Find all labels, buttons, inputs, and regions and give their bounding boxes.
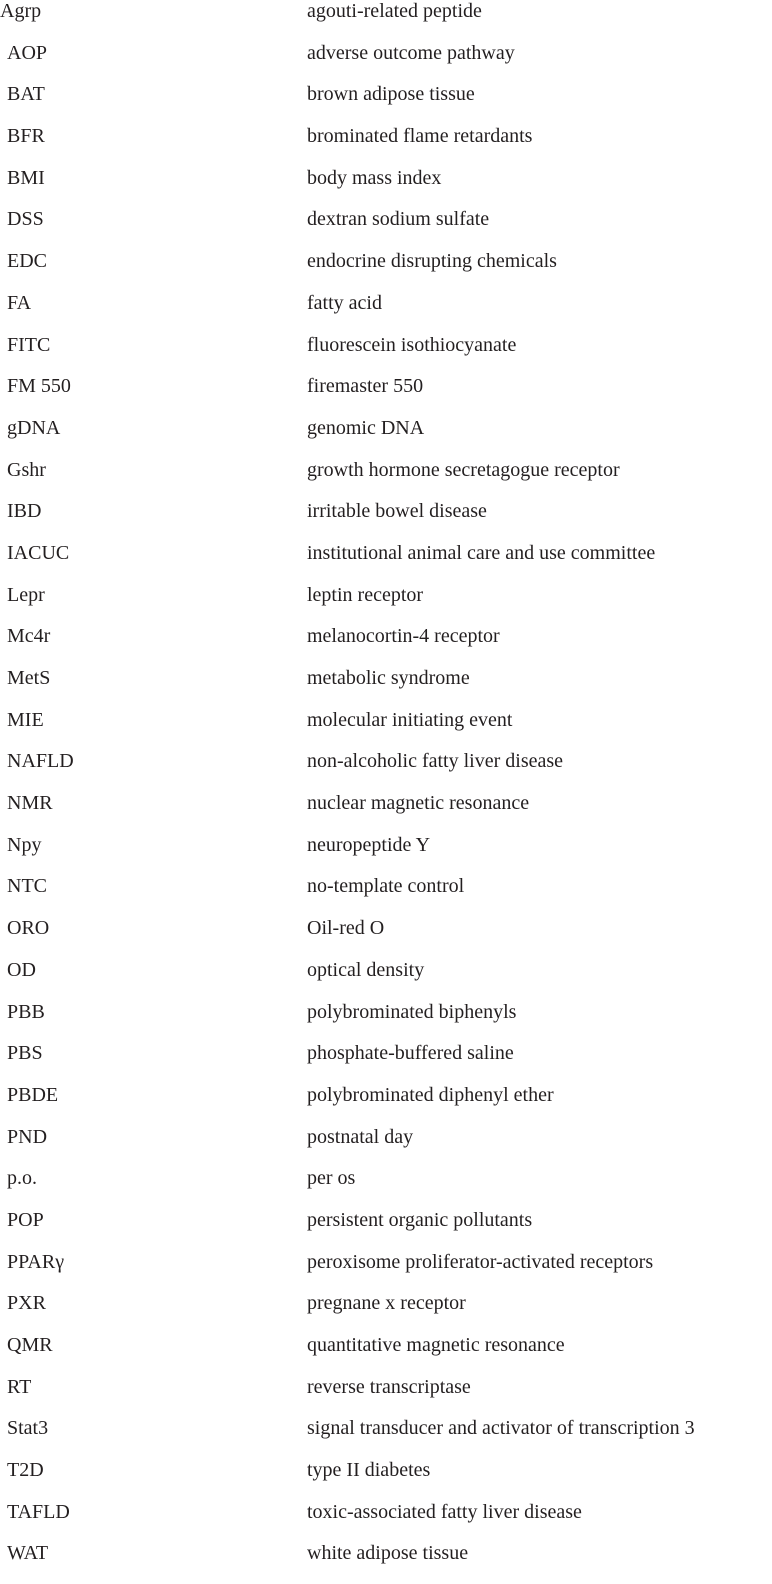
abbreviation-definition: reverse transcriptase: [307, 1375, 471, 1398]
abbreviation-term: EDC: [7, 250, 47, 273]
abbreviation-definition: persistent organic pollutants: [307, 1208, 533, 1231]
abbreviation-term: p.o.: [7, 1167, 37, 1190]
abbreviation-definition: no-template control: [307, 875, 465, 898]
abbreviation-definition: peroxisome proliferator-activated receptors: [307, 1250, 654, 1273]
abbreviation-definition: body mass index: [307, 166, 442, 189]
abbreviation-term: POP: [7, 1208, 44, 1231]
abbreviation-row: [0, 834, 772, 876]
abbreviation-definition: polybrominated diphenyl ether: [307, 1083, 554, 1106]
abbreviation-definition: white adipose tissue: [307, 1542, 469, 1565]
abbreviation-definition: endocrine disrupting chemicals: [307, 250, 557, 273]
abbreviation-row: [0, 42, 772, 84]
abbreviation-row: [0, 1417, 772, 1459]
abbreviation-definition: optical density: [307, 958, 425, 981]
abbreviation-definition: non-alcoholic fatty liver disease: [307, 750, 564, 773]
abbreviation-row: [0, 459, 772, 501]
abbreviation-definition: melanocortin-4 receptor: [307, 625, 500, 648]
abbreviation-definition: per os: [307, 1167, 356, 1190]
abbreviation-definition: irritable bowel disease: [307, 500, 487, 523]
abbreviation-row: [0, 334, 772, 376]
abbreviation-term: Mc4r: [7, 625, 51, 648]
abbreviation-row: [0, 1251, 772, 1293]
abbreviation-term: AOP: [7, 41, 48, 64]
abbreviation-row: [0, 250, 772, 292]
abbreviation-term: MetS: [7, 667, 51, 689]
abbreviation-definition: agouti-related peptide: [307, 0, 482, 22]
abbreviation-term: PBDE: [7, 1083, 59, 1106]
abbreviation-term: FITC: [7, 333, 51, 356]
abbreviation-row: [0, 1376, 772, 1418]
abbreviation-row: [0, 83, 772, 125]
abbreviation-definition: type II diabetes: [307, 1459, 431, 1482]
abbreviation-definition: adverse outcome pathway: [307, 41, 515, 64]
abbreviation-definition: institutional animal care and use committee: [307, 541, 656, 564]
abbreviation-term: BAT: [7, 83, 45, 106]
abbreviation-row: [0, 584, 772, 626]
abbreviation-definition: phosphate-buffered saline: [307, 1042, 514, 1065]
abbreviation-term: BFR: [7, 125, 45, 148]
abbreviation-row: [0, 1292, 772, 1334]
abbreviation-row: [0, 542, 772, 584]
abbreviation-definition: brominated flame retardants: [307, 125, 533, 148]
abbreviation-definition: signal transducer and activator of transcription 3: [307, 1417, 695, 1440]
abbreviation-row: [0, 125, 772, 167]
abbreviation-term: NAFLD: [7, 750, 74, 773]
abbreviation-term: Npy: [7, 833, 42, 856]
abbreviation-term: Lepr: [7, 583, 45, 606]
abbreviation-row: [0, 1001, 772, 1043]
abbreviation-term: Agrp: [0, 0, 42, 22]
abbreviation-row: [0, 1542, 772, 1584]
abbreviation-term: gDNA: [7, 416, 61, 439]
abbreviation-definition: growth hormone secretagogue receptor: [307, 458, 620, 481]
abbreviation-row: [0, 667, 772, 709]
abbreviation-definition: brown adipose tissue: [307, 83, 475, 106]
abbreviation-term: PXR: [7, 1292, 46, 1315]
abbreviation-row: [0, 1334, 772, 1376]
abbreviation-definition: molecular initiating event: [307, 708, 513, 731]
abbreviation-row: [0, 417, 772, 459]
abbreviation-row: [0, 1459, 772, 1501]
abbreviation-row: [0, 917, 772, 959]
abbreviation-row: [0, 1126, 772, 1168]
abbreviation-row: [0, 1084, 772, 1126]
abbreviation-row: [0, 1209, 772, 1251]
abbreviation-term: FM 550: [7, 375, 71, 398]
abbreviation-term: WAT: [7, 1542, 49, 1565]
abbreviation-definition: leptin receptor: [307, 583, 424, 606]
abbreviation-definition: quantitative magnetic resonance: [307, 1334, 565, 1356]
abbreviation-row: [0, 750, 772, 792]
abbreviation-term: OD: [7, 958, 36, 981]
abbreviation-row: [0, 1042, 772, 1084]
abbreviation-term: MIE: [7, 708, 44, 731]
abbreviation-definition: dextran sodium sulfate: [307, 208, 490, 231]
abbreviation-term: IACUC: [7, 541, 70, 564]
abbreviation-row: [0, 709, 772, 751]
abbreviation-term: BMI: [7, 166, 45, 189]
abbreviation-row: [0, 1501, 772, 1543]
abbreviation-row: [0, 208, 772, 250]
abbreviation-term: PND: [7, 1125, 48, 1148]
abbreviation-term: FA: [7, 291, 32, 314]
abbreviation-term: PBB: [7, 1000, 45, 1023]
abbreviation-definition: fluorescein isothiocyanate: [307, 333, 517, 356]
abbreviation-row: [0, 625, 772, 667]
abbreviation-row: [0, 167, 772, 209]
abbreviation-term: IBD: [7, 500, 42, 523]
abbreviation-term: NTC: [7, 875, 47, 898]
abbreviation-definition: pregnane x receptor: [307, 1292, 466, 1315]
abbreviation-row: [0, 875, 772, 917]
abbreviation-term: RT: [7, 1375, 32, 1398]
abbreviation-definition: toxic-associated fatty liver disease: [307, 1500, 582, 1523]
abbreviation-term: Gshr: [7, 458, 46, 481]
abbreviation-definition: neuropeptide Y: [307, 833, 431, 856]
abbreviation-term: DSS: [7, 208, 44, 231]
abbreviation-term: Stat3: [7, 1417, 49, 1440]
abbreviation-term: T2D: [7, 1459, 44, 1482]
abbreviation-term: TAFLD: [7, 1500, 70, 1523]
abbreviation-definition: firemaster 550: [307, 375, 424, 398]
abbreviation-row: [0, 959, 772, 1001]
abbreviation-row: [0, 375, 772, 417]
abbreviation-definition: Oil-red O: [307, 917, 385, 940]
abbreviation-row: [0, 1167, 772, 1209]
abbreviation-definition: fatty acid: [307, 291, 382, 314]
abbreviation-row: [0, 792, 772, 834]
abbreviation-definition: polybrominated biphenyls: [307, 1000, 517, 1023]
abbreviation-row: [0, 292, 772, 334]
abbreviation-term: QMR: [7, 1334, 53, 1356]
abbreviation-definition: metabolic syndrome: [307, 667, 470, 689]
abbreviation-term: NMR: [7, 792, 53, 815]
abbreviation-term: PBS: [7, 1042, 43, 1065]
abbreviation-definition: postnatal day: [307, 1125, 414, 1148]
abbreviation-term: PPARγ: [7, 1250, 65, 1273]
abbreviation-definition: nuclear magnetic resonance: [307, 792, 530, 815]
abbreviation-term: ORO: [7, 917, 50, 940]
abbreviation-row: [0, 0, 772, 42]
abbreviation-definition: genomic DNA: [307, 416, 425, 439]
abbreviation-row: [0, 500, 772, 542]
